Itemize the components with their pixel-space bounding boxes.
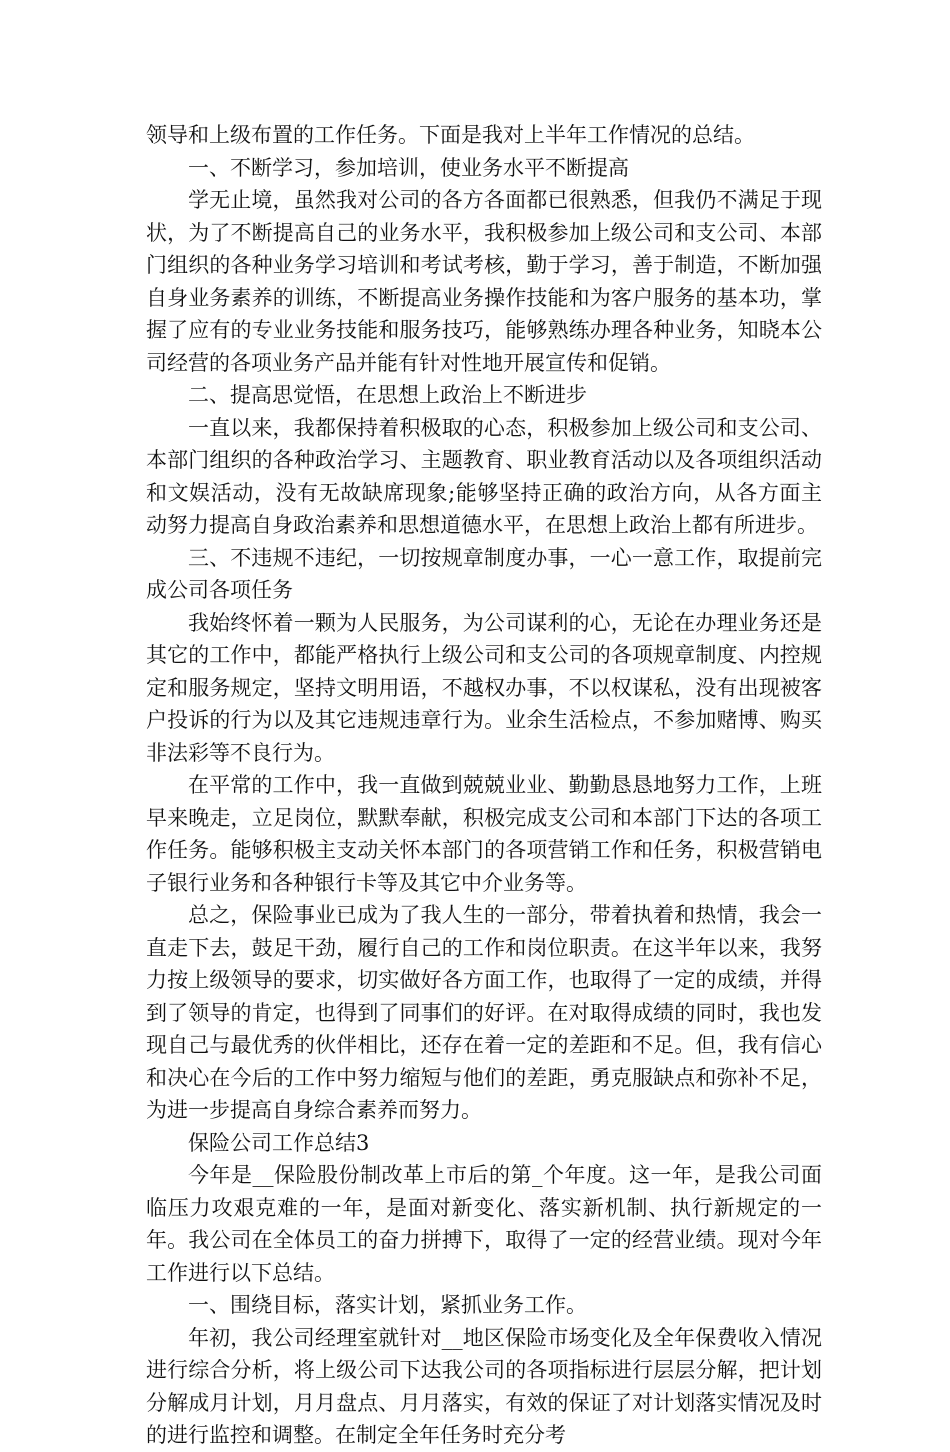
section-heading-1: 一、不断学习，参加培训，使业务水平不断提高 xyxy=(188,155,629,180)
paragraph-discipline: 我始终怀着一颗为人民服务，为公司谋利的心，无论在办理业务还是其它的工作中，都能严格执行上级公司和支公司的各项规章制度、内控规定和服务规定，坚持文明用语，不越权办事，不以权谋私，没有出现被客户投诉的行为以及其它违规违章行为。业余生活检点，不参加赌博、购买非法彩等不良行为。 xyxy=(146,610,822,765)
section-heading-3: 三、不违规不违纪，一切按规章制度办事，一心一意工作，取提前完成公司各项任务 xyxy=(146,545,822,602)
section-heading-goals: 一、围绕目标，落实计划，紧抓业务工作。 xyxy=(188,1293,587,1317)
document-title-3: 保险公司工作总结3 xyxy=(188,1130,370,1155)
paragraph-planning: 年初，我公司经理室就针对__地区保险市场变化及全年保费收入情况进行综合分析，将上级公司下达我公司的各项指标进行层层分解，把计划分解成月计划，月月盘点、月月落实，有效的保证了对计划落实情况及时的进行监控和调整。在制定全年任务时充分考 xyxy=(146,1325,822,1447)
paragraph-learning: 学无止境，虽然我对公司的各方各面都已很熟悉，但我仍不满足于现状，为了不断提高自己的业务水平，我积极参加上级公司和支公司、本部门组织的各种业务学习培训和考试考核，勤于学习，善于制造，不断加强自身业务素养的训练，不断提高业务操作技能和为客户服务的基本功，掌握了应有的专业业务技能和服务技巧，能够熟练办理各种业务，知晓本公司经营的各项业务产品并能有针对性地开展宣传和促销。 xyxy=(146,188,822,375)
paragraph-conclusion: 总之，保险事业已成为了我人生的一部分，带着执着和热情，我会一直走下去，鼓足干劲，履行自己的工作和岗位职责。在这半年以来，我努力按上级领导的要求，切实做好各方面工作，也取得了一定的成绩，并得到了领导的肯定，也得到了同事们的好评。在对取得成绩的同时，我也发现自己与最优秀的伙伴相比，还存在着一定的差距和不足。但，我有信心和决心在今后的工作中努力缩短与他们的差距，勇克服缺点和弥补不足，为进一步提高自身综合素养而努力。 xyxy=(146,903,822,1122)
document-body xyxy=(146,119,822,1452)
section-heading-2: 二、提高思觉悟，在思想上政治上不断进步 xyxy=(188,383,587,407)
paragraph-continuation: 领导和上级布置的工作任务。下面是我对上半年工作情况的总结。 xyxy=(146,123,755,147)
paragraph-politics: 一直以来，我都保持着积极取的心态，积极参加上级公司和支公司、本部门组织的各种政治学习、主题教育、职业教育活动以及各项组织活动和文娱活动，没有无故缺席现象;能够坚持正确的政治方向，从各方面主动努力提高自身政治素养和思想道德水平，在思想上政治上都有所进步。 xyxy=(146,415,822,537)
paragraph-year-intro: 今年是__保险股份制改革上市后的第_个年度。这一年，是我公司面临压力攻艰克难的一年，是面对新变化、落实新机制、执行新规定的一年。我公司在全体员工的奋力拼搏下，取得了一定的经营业绩。现对今年工作进行以下总结。 xyxy=(146,1163,822,1285)
paragraph-daily-work: 在平常的工作中，我一直做到兢兢业业、勤勤恳恳地努力工作，上班早来晚走，立足岗位，默默奉献，积极完成支公司和本部门下达的各项工作任务。能够积极主支动关怀本部门的各项营销工作和任务，积极营销电子银行业务和各种银行卡等及其它中介业务等。 xyxy=(146,773,822,895)
